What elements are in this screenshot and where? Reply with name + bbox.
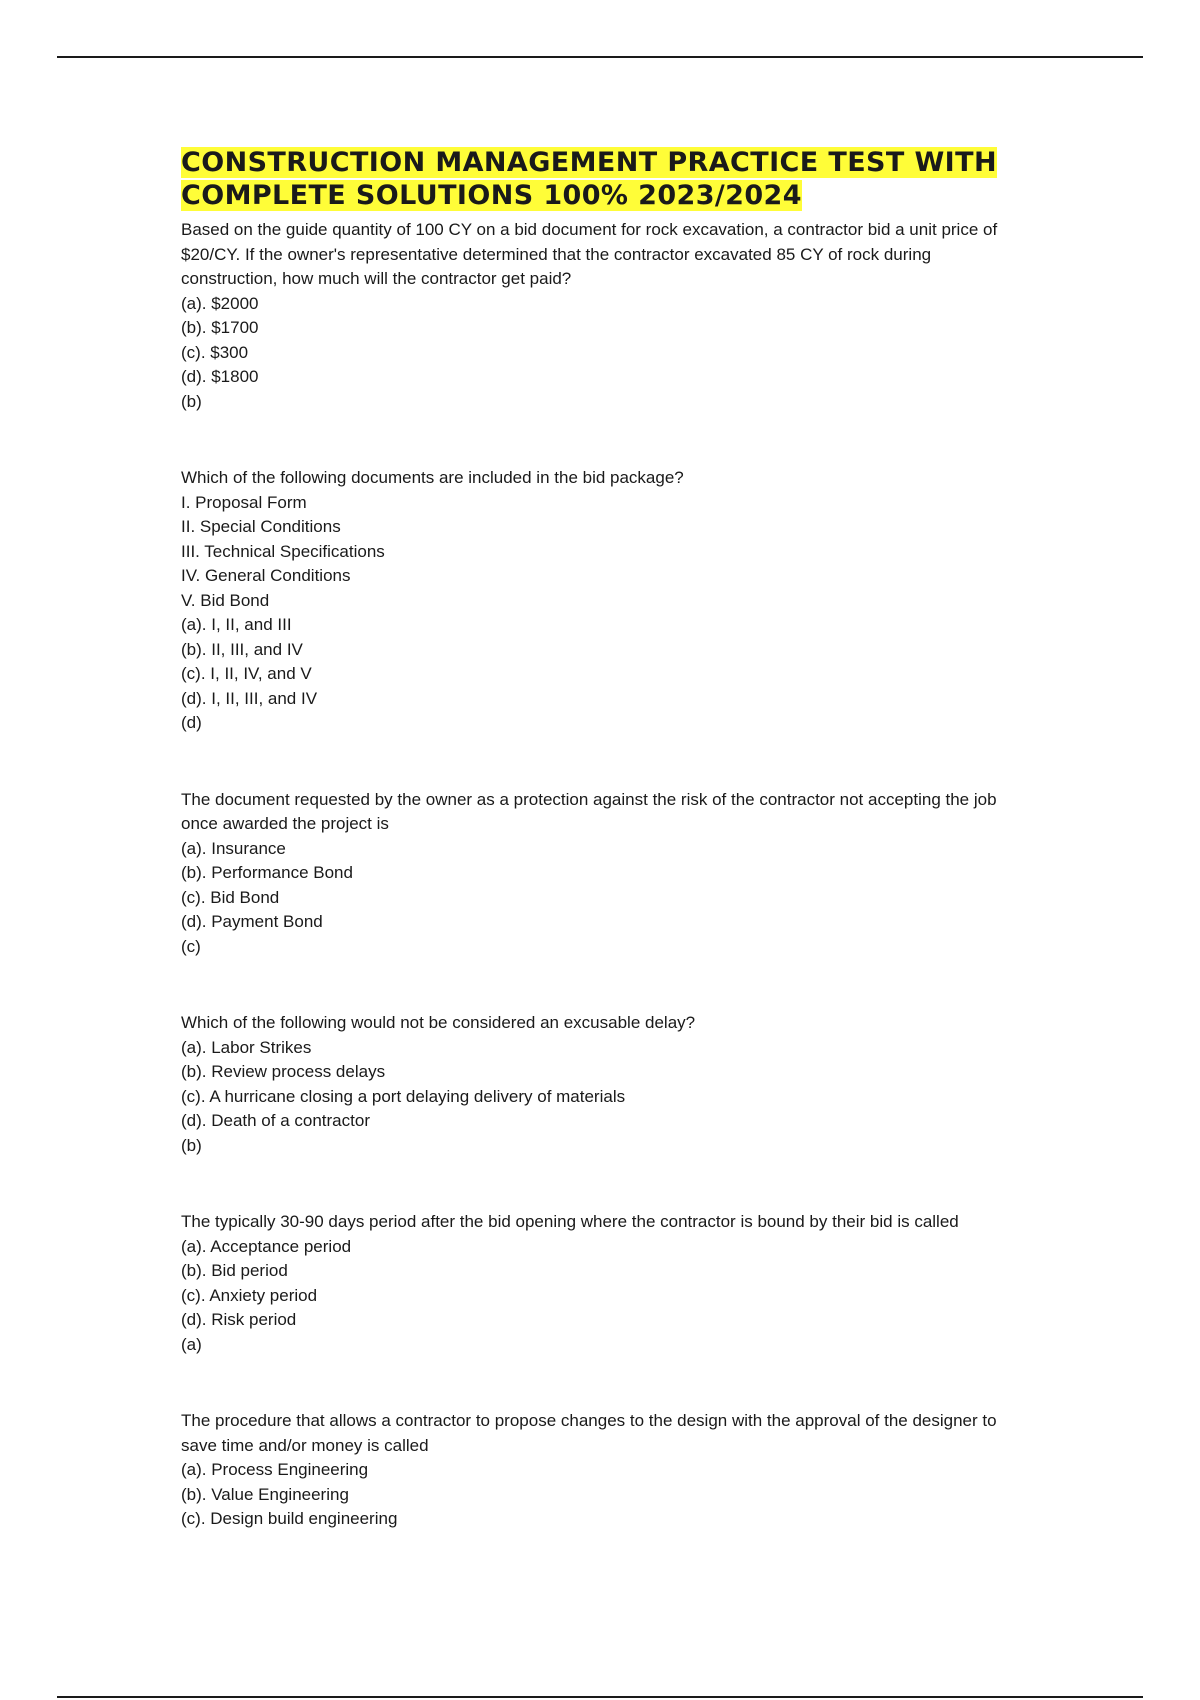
correct-answer: (c) (181, 936, 201, 956)
answer-option: (a). Insurance (181, 838, 286, 858)
answer-option: (b). Bid period (181, 1261, 288, 1280)
answer-option: (a). Labor Strikes (181, 1037, 312, 1057)
document-title: CONSTRUCTION MANAGEMENT PRACTICE TEST WITH COMPLETE SOLUTIONS 100% 2023/2024 (181, 147, 997, 211)
list-item: II. Special Conditions (181, 517, 341, 536)
list-item: I. Proposal Form (181, 492, 307, 512)
question-block (181, 466, 1021, 736)
question-stem: Based on the guide quantity of 100 CY on a bid document for rock excavation, a contractor bid a unit price of $20/CY. If the owner's representative determined that the contractor excavated 85 CY of rock during construction, how much will the contractor get paid? (181, 220, 998, 288)
answer-option: (c). Anxiety period (181, 1285, 318, 1305)
answer-option: (a). Acceptance period (181, 1236, 352, 1256)
question-stem: Which of the following would not be considered an excusable delay? (181, 1013, 696, 1032)
answer-option: (c). A hurricane closing a port delaying delivery of materials (181, 1086, 626, 1106)
list-item: IV. General Conditions (181, 566, 351, 585)
answer-option: (c). $300 (181, 342, 249, 362)
correct-answer: (b) (181, 1135, 202, 1155)
question-block (181, 218, 1021, 414)
list-item: III. Technical Specifications (181, 541, 385, 561)
answer-option: (b). $1700 (181, 318, 259, 337)
answer-option: (c). I, II, IV, and V (181, 664, 312, 683)
answer-option: (b). Performance Bond (181, 863, 353, 882)
question-block (181, 1409, 1021, 1532)
list-item: V. Bid Bond (181, 590, 270, 610)
correct-answer: (a) (181, 1334, 202, 1354)
bottom-divider (57, 1696, 1143, 1698)
question-stem: The document requested by the owner as a protection against the risk of the contractor not accepting the job once awarded the project is (181, 789, 997, 833)
answer-option: (a). I, II, and III (181, 615, 292, 634)
question-block (181, 1210, 1021, 1357)
answer-option: (a). Process Engineering (181, 1460, 369, 1479)
answer-option: (c). Bid Bond (181, 887, 280, 907)
answer-option: (b). Value Engineering (181, 1484, 349, 1504)
answer-option: (d). Risk period (181, 1310, 297, 1329)
answer-option: (a). $2000 (181, 293, 259, 313)
correct-answer: (b) (181, 391, 202, 411)
top-divider (57, 56, 1143, 58)
answer-option: (b). Review process delays (181, 1062, 386, 1081)
question-stem: Which of the following documents are included in the bid package? (181, 468, 684, 487)
question-stem: The procedure that allows a contractor to propose changes to the design with the approval of the designer to save time and/or money is called (181, 1411, 997, 1455)
question-block (181, 788, 1021, 960)
answer-option: (c). Design build engineering (181, 1509, 398, 1528)
question-stem: The typically 30-90 days period after the bid opening where the contractor is bound by their bid is called (181, 1212, 959, 1231)
answer-option: (d). Death of a contractor (181, 1111, 370, 1130)
document-body (181, 146, 1021, 1584)
answer-option: (d). Payment Bond (181, 912, 323, 931)
answer-option: (b). II, III, and IV (181, 639, 303, 659)
question-block (181, 1011, 1021, 1158)
answer-option: (d). I, II, III, and IV (181, 688, 318, 708)
answer-option: (d). $1800 (181, 367, 259, 386)
correct-answer: (d) (181, 713, 202, 732)
